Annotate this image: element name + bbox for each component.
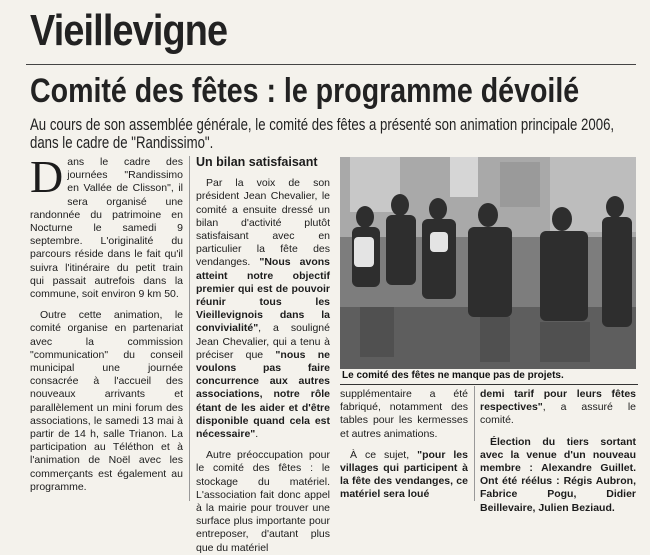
column-2	[196, 156, 330, 555]
drop-cap: D	[30, 151, 64, 202]
photo-illustration	[340, 157, 636, 369]
text-run: Par la voix de son président Jean Chevalier, le comité a ensuite dressé un bilan d'activité plutôt satisfaisant avec en particulier la fête des vendanges.	[196, 177, 330, 269]
quote: demi tarif pour leurs fêtes respectives"	[480, 388, 636, 414]
column-4	[480, 388, 636, 515]
quote: "Nous avons atteint notre objectif premier qui est de pouvoir réunir tous les Vieillevignois dans la convivialité"	[196, 256, 330, 335]
quote: "pour les villages qui participent à la fête des vendanges, ce matériel sera loué	[340, 448, 468, 501]
group-photo	[340, 157, 636, 369]
column-divider	[189, 156, 190, 501]
column-divider	[474, 386, 475, 501]
text-run: À ce sujet,	[350, 448, 418, 461]
paragraph	[480, 388, 636, 428]
standfirst: Au cours de son assemblée générale, le comité des fêtes a présenté son animation principale 2006, dans le cadre de "Randissimo".	[30, 116, 615, 152]
text-run: , a assuré le comité.	[480, 401, 636, 427]
photo-caption: Le comité des fêtes ne manque pas de projets.	[340, 370, 638, 385]
paragraph: supplémentaire a été fabriqué, notamment des tables pour les kermesses et autres animations.	[340, 388, 468, 440]
quote: "nous ne voulons pas faire concurrence aux autres associations, notre rôle étant de les aider et d'être disponible quand cela est nécessaire"	[196, 348, 331, 441]
paragraph-text: ans le cadre des journées "Randissimo en Vallée de Clisson", il sera organisé une randonnée du patrimoine en Nocturne le samedi 9 septembre. L'originalité du parcours réside dans le fait qu'il suivra l'itinéraire du petit train qui passait autrefois dans la commune, soit environ 9 km 50.	[30, 156, 183, 301]
header-rule	[26, 64, 636, 65]
subheading: Un bilan satisfaisant	[196, 155, 318, 169]
town-name: Vieillevigne	[30, 6, 228, 55]
paragraph	[340, 449, 468, 502]
paragraph: Outre cette animation, le comité organise en partenariat avec la commission "communication" du conseil municipal une journée consacrée à l'accueil des nouveaux arrivants et parallèlement un mini forum des associations, le samedi 13 mai à partir de 14 h, salle Trianon. La participation au Téléthon et à l'animation de Noël avec les commerçants est également au programme.	[30, 309, 183, 493]
paragraph: Autre préoccupation pour le comité des fêtes : le stockage du matériel. L'association fait donc appel à la mairie pour trouver une surface plus importante pour entreposer, d'autant plus que du matériel	[196, 449, 330, 554]
text-run: .	[255, 428, 259, 441]
paragraph	[196, 177, 330, 441]
paragraph: Élection du tiers sortant avec la venue d'un nouveau membre : Alexandre Guillet. Ont été réélus : Régis Aubron, Fabrice Pogu, Didier Beillevaire, Julien Beziaud.	[480, 435, 636, 514]
column-1	[30, 151, 183, 494]
headline: Comité des fêtes : le programme dévoilé	[30, 72, 580, 110]
paragraph	[30, 151, 183, 301]
column-3	[340, 388, 468, 502]
text-run: , a souligné Jean Chevalier, qui a tenu à préciser que	[196, 322, 330, 361]
